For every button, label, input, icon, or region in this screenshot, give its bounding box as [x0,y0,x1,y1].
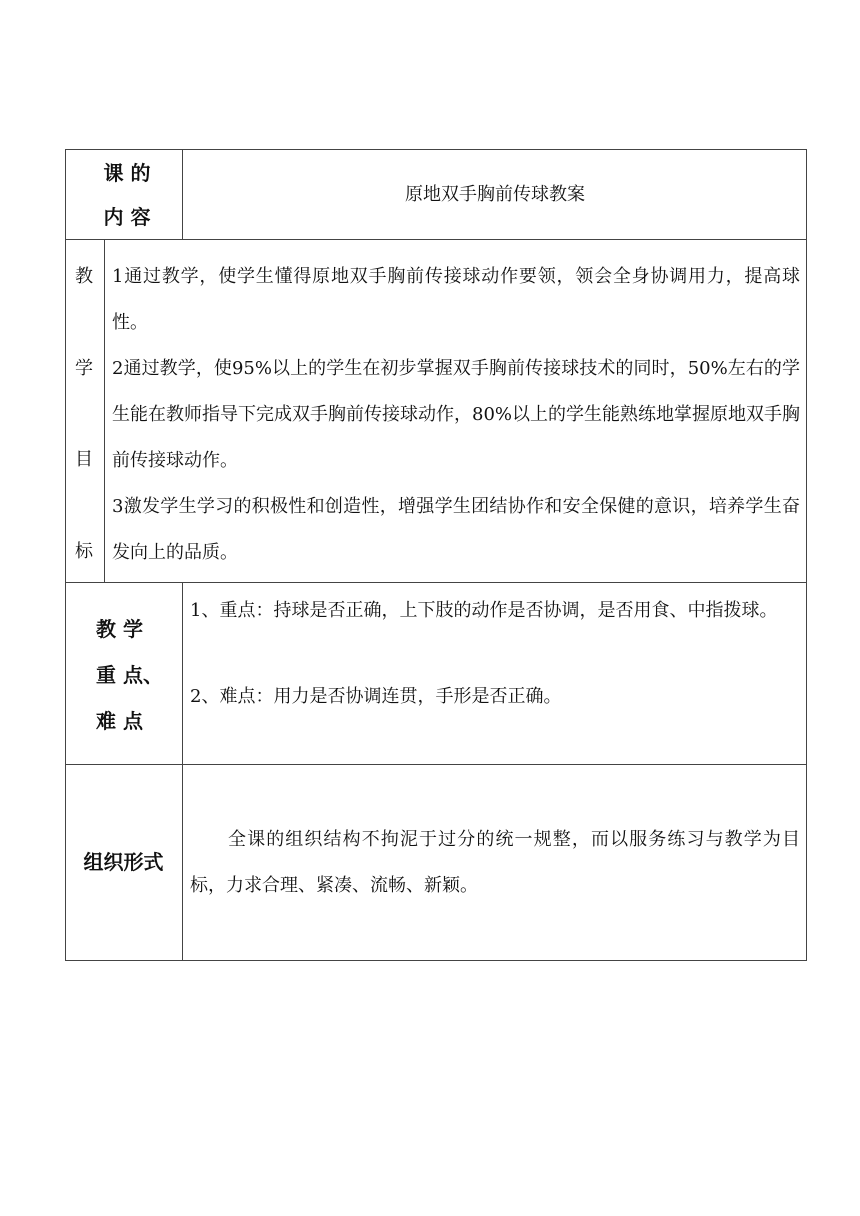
content-label-line2: 内 容 [103,205,151,229]
difficult-point-item: 2、难点：用力是否协调连贯，手形是否正确。 [190,686,562,707]
keypoints-label-line1: 教 学 [96,617,143,641]
keypoints-label-line3: 难 点 [96,709,143,733]
row-divider [65,239,807,240]
row-divider [65,764,807,765]
keypoints-label-line2: 重 点、 [96,663,163,687]
row-divider [65,582,807,583]
organization-text: 全课的组织结构不拘泥于过分的统一规整，而以服务练习与教学为目标，力求合理、紧凑、流畅、新颖。 [190,829,800,896]
objectives-label-char: 学 [75,358,93,379]
objective-item: 3激发学生学习的积极性和创造性，增强学生团结协作和安全保健的意识，培养学生奋发向上的品质。 [112,496,800,563]
objectives-label-char: 教 [75,266,93,287]
content-label-line1: 课 的 [103,161,151,185]
column-divider [182,582,183,961]
organization-label: 组织形式 [83,850,164,874]
objective-item: 2通过教学，使95%以上的学生在初步掌握双手胸前传接球技术的同时，50%左右的学生能在教师指导下完成双手胸前传接球动作，80%以上的学生能熟练地掌握原地双手胸前传接球动作。 [112,358,801,471]
objective-item: 1通过教学，使学生懂得原地双手胸前传接球动作要领，领会全身协调用力，提高球性。 [112,266,800,333]
key-point-item: 1、重点：持球是否正确，上下肢的动作是否协调，是否用食、中指拨球。 [190,600,778,621]
lesson-title: 原地双手胸前传球教案 [405,184,585,205]
column-divider [104,239,105,582]
objectives-label-char: 目 [75,449,93,470]
objectives-label-char: 标 [75,541,93,562]
